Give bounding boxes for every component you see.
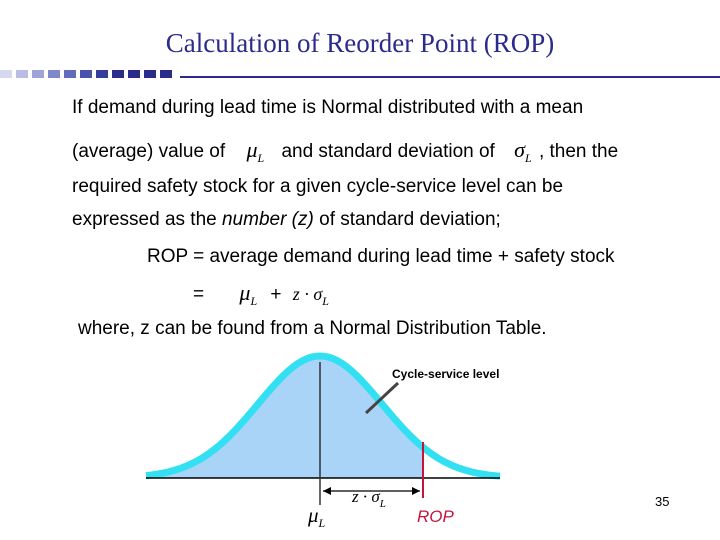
sub-L: L bbox=[257, 151, 265, 165]
slide-title: Calculation of Reorder Point (ROP) bbox=[165, 28, 555, 58]
text-line-1: If demand during lead time is Normal distributed with a mean bbox=[72, 97, 584, 118]
mu-glyph: μ bbox=[308, 503, 319, 527]
page-number: 35 bbox=[655, 494, 670, 509]
text-line-2-b: and standard deviation of bbox=[281, 141, 495, 162]
sub-L: L bbox=[379, 498, 386, 510]
equals-sign: = bbox=[193, 284, 205, 305]
rop-label: ROP bbox=[417, 507, 454, 526]
mu-glyph: μ bbox=[246, 137, 258, 162]
sub-L: L bbox=[524, 151, 532, 165]
text-line-4-c: of standard deviation; bbox=[313, 209, 501, 230]
sub-L: L bbox=[322, 294, 329, 308]
cycle-service-level-label: Cycle-service level bbox=[392, 367, 500, 381]
sigma-glyph: σ bbox=[514, 137, 525, 162]
rop-formula-line: ROP = average demand during lead time + safety stock bbox=[147, 246, 615, 267]
text-line-4-a: expressed as the bbox=[72, 209, 222, 230]
arrow-head-left bbox=[323, 487, 331, 495]
arrow-head-right bbox=[412, 487, 420, 495]
plus-sign: + bbox=[270, 284, 282, 305]
sigma-glyph: σ bbox=[313, 284, 323, 304]
text-line-4-b: number (z) bbox=[221, 209, 314, 230]
mu-L-axis-label bbox=[307, 503, 326, 530]
dot-glyph: · bbox=[304, 284, 309, 304]
z-glyph: z bbox=[292, 284, 300, 304]
dot-glyph: · bbox=[362, 487, 368, 506]
sigma-glyph: σ bbox=[371, 487, 380, 506]
sub-L: L bbox=[318, 516, 326, 530]
text-line-2-a: (average) value of bbox=[72, 141, 226, 162]
mu-glyph: μ bbox=[239, 280, 251, 305]
z-glyph: z bbox=[352, 487, 359, 506]
where-line: where, z can be found from a Normal Distribution Table. bbox=[78, 318, 547, 339]
text-line-3: required safety stock for a given cycle-service level can be bbox=[72, 176, 564, 197]
sub-L: L bbox=[250, 294, 258, 308]
text-line-2-c: , then the bbox=[538, 141, 619, 162]
